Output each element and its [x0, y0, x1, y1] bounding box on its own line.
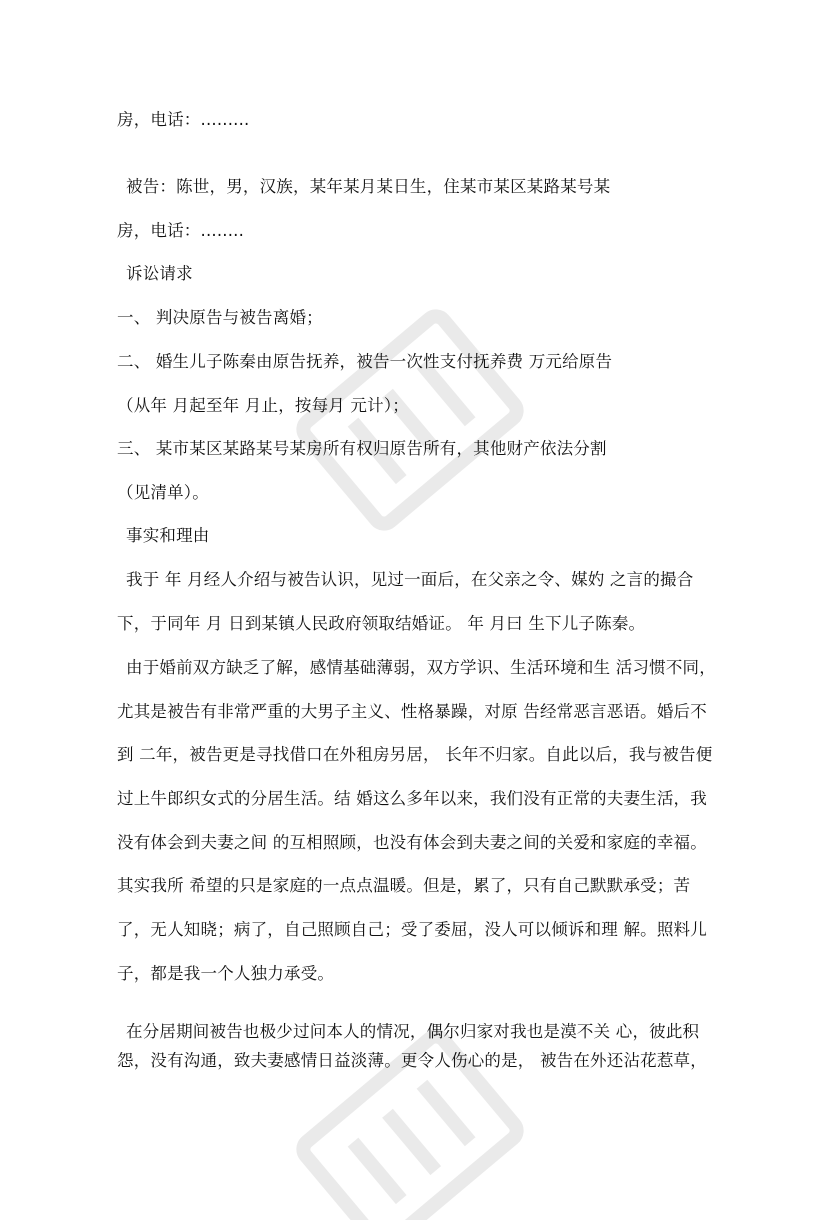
- text-line: 一、 判决原告与被告离婚；: [117, 308, 323, 327]
- text-line: 房，电话：........: [117, 221, 245, 240]
- text-line: 三、 某市某区某路某号某房所有权归原告所有，其他财产依法分割: [117, 439, 607, 458]
- text-line: 没有体会到夫妻之间 的互相照顾，也没有体会到夫妻之间的关爱和家庭的幸福。: [117, 833, 707, 852]
- text-line: 二、 婚生儿子陈秦由原告抚养，被告一次性支付抚养费 万元给原告: [117, 352, 613, 371]
- watermark-logo: [290, 300, 530, 544]
- text-line: 了，无人知晓；病了，自己照顾自己；受了委屈，没人可以倾诉和理 解。照料儿: [117, 920, 707, 939]
- text-line: 在分居期间被告也极少过问本人的情况，偶尔归家对我也是漠不关 心，彼此积: [126, 1022, 700, 1041]
- text-line: 被告：陈世，男，汉族，某年某月某日生，住某市某区某路某号某: [126, 177, 611, 196]
- text-line: 由于婚前双方缺乏了解，感情基础薄弱，双方学识、生活环境和生 活习惯不同，: [126, 658, 716, 677]
- text-line: 怨，没有沟通，致夫妻感情日益淡薄。更令人伤心的是， 被告在外还沾花惹草，: [117, 1051, 707, 1070]
- text-line: 其实我所 希望的只是家庭的一点点温暖。但是，累了，只有自己默默承受；苦: [117, 876, 691, 895]
- text-line: （见清单）。: [117, 483, 209, 502]
- text-line: 下，于同年 月 日到某镇人民政府领取结婚证。 年 月曰 生下儿子陈秦。: [117, 614, 646, 633]
- text-line: （从年 月起至年 月止，按每月 元计）；: [117, 396, 409, 415]
- watermark-logo-icon: [290, 300, 530, 540]
- section-heading: 事实和理由: [126, 526, 210, 545]
- text-line: 到 二年，被告更是寻找借口在外租房另居， 长年不归家。自此以后，我与被告便: [117, 745, 713, 764]
- text-line: 尤其是被告有非常严重的大男子主义、性格暴躁，对原 告经常恶言恶语。婚后不: [117, 702, 707, 721]
- text-line: 过上牛郎织女式的分居生活。结 婚这么多年以来，我们没有正常的夫妻生活，我: [117, 789, 707, 808]
- text-line: 子，都是我一个人独力承受。: [117, 964, 335, 983]
- section-heading: 诉讼请求: [126, 264, 193, 283]
- text-line: 我于 年 月经人介绍与被告认识，见过一面后，在父亲之令、媒妁 之言的撮合: [126, 570, 694, 589]
- text-line: 房，电话：.........: [117, 110, 250, 129]
